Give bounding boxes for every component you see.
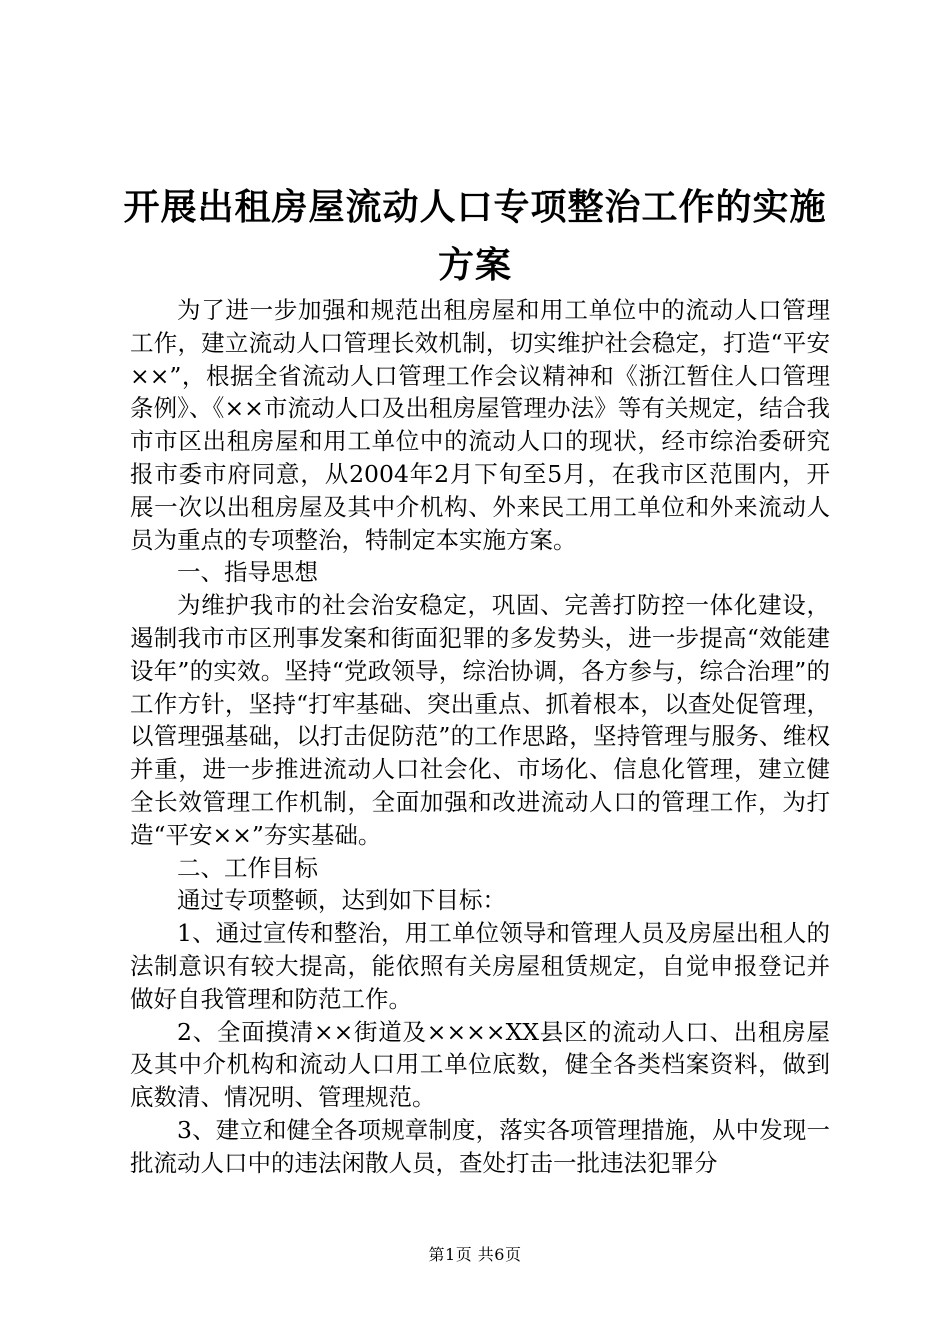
document-title: 开展出租房屋流动人口专项整治工作的实施方案: [123, 186, 827, 286]
paragraph-guiding-ideology: 为维护我市的社会治安稳定，巩固、完善打防控一体化建设，遏制我市市区刑事发案和街面犯罪的多发势头，进一步提高“效能建设年”的实效。坚持“党政领导，综治协调，各方参与，综合治理”的工作方针，坚持“打牢基础、突出重点、抓着根本，以查处促管理，以管理强基础，以打击促防范”的工作思路，坚持管理与服务、维权并重，进一步推进流动人口社会化、市场化、信息化管理，建立健全长效管理工作机制，全面加强和改进流动人口的管理工作，为打造“平安××”夯实基础。: [130, 591, 830, 849]
paragraph-intro: 为了进一步加强和规范出租房屋和用工单位中的流动人口管理工作，建立流动人口管理长效机制，切实维护社会稳定，打造“平安××”，根据全省流动人口管理工作会议精神和《浙江暂住人口管理条例》、《××市流动人口及出租房屋管理办法》等有关规定，结合我市市区出租房屋和用工单位中的流动人口的现状，经市综治委研究报市委市府同意，从2004年2月下旬至5月，在我市区范围内，开展一次以出租房屋及其中介机构、外来民工用工单位和外来流动人员为重点的专项整治，特制定本实施方案。: [130, 296, 830, 554]
document-body: [130, 294, 830, 1180]
paragraph-goals-lead: 通过专项整顿，达到如下目标：: [177, 886, 506, 915]
paragraph-goal-3: 3、建立和健全各项规章制度，落实各项管理措施，从中发现一批流动人口中的违法闲散人员，查处打击一批违法犯罪分: [130, 1115, 830, 1177]
page-number-footer: 第1页 共6页: [428, 1245, 522, 1264]
paragraph-goal-1: 1、通过宣传和整治，用工单位领导和管理人员及房屋出租人的法制意识有较大提高，能依照有关房屋租赁规定，自觉申报登记并做好自我管理和防范工作。: [130, 919, 830, 1013]
section-heading-work-goals: 二、工作目标: [177, 853, 318, 882]
section-heading-guiding-ideology: 一、指导思想: [177, 558, 318, 587]
paragraph-goal-2: 2、全面摸清××街道及××××XX县区的流动人口、出租房屋及其中介机构和流动人口用工单位底数，健全各类档案资料，做到底数清、情况明、管理规范。: [130, 1017, 830, 1112]
